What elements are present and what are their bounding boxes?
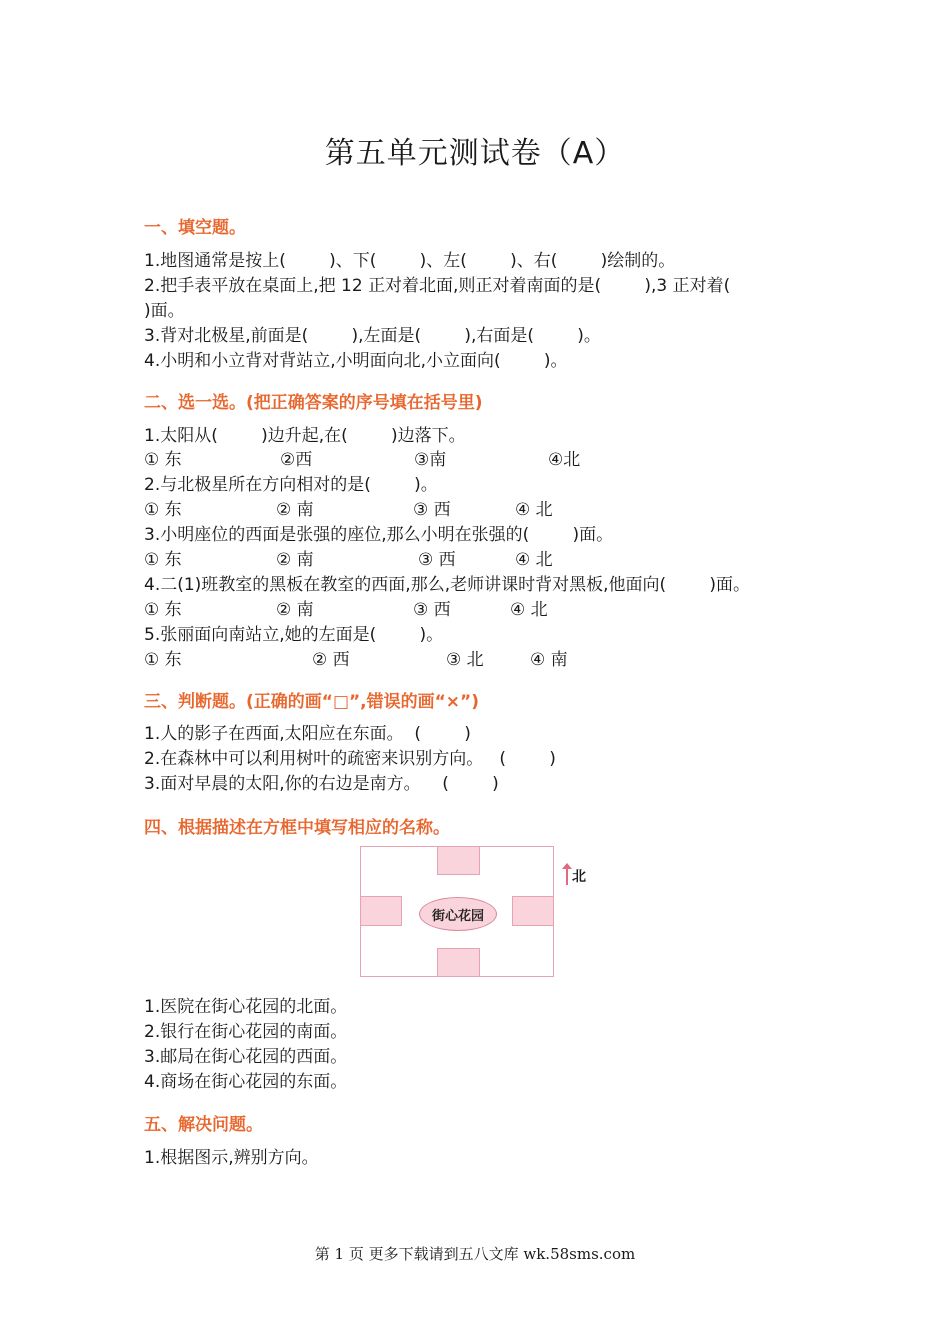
option: ③ 西 [418,550,456,570]
arrow-up-icon [566,867,568,885]
option: ④ 北 [515,550,553,570]
section-1-heading: 一、填空题。 [144,218,246,238]
south-box [437,948,480,977]
option: ④ 北 [515,500,553,520]
s4-item-4: 4.商场在街心花园的东面。 [144,1072,348,1092]
option: ① 东 [144,600,182,620]
page-title: 第五单元测试卷（A） [324,136,626,171]
s1-question-2a: 2.把手表平放在桌面上,把 12 正对着北面,则正对着南面的是( ),3 正对着( [144,276,731,296]
s1-question-4: 4.小明和小立背对背站立,小明面向北,小立面向( )。 [144,351,568,371]
option: ③ 北 [446,650,484,670]
garden-label: 街心花园 [419,897,497,931]
option: ① 东 [144,550,182,570]
option: ④北 [548,450,581,470]
s1-question-1: 1.地图通常是按上( )、下( )、左( )、右( )绘制的。 [144,251,676,271]
s2-q5-options [144,648,804,672]
option: ② 西 [312,650,350,670]
east-box [512,896,554,926]
section-5-heading: 五、解决问题。 [144,1115,263,1135]
section-3-heading: 三、判断题。(正确的画“□”,错误的画“×”) [144,692,479,712]
option: ④ 北 [510,600,548,620]
option: ②西 [280,450,313,470]
option: ④ 南 [530,650,568,670]
s4-item-1: 1.医院在街心花园的北面。 [144,997,348,1017]
s2-question-3: 3.小明座位的西面是张强的座位,那么小明在张强的( )面。 [144,525,614,545]
west-box [360,896,402,926]
s2-question-5: 5.张丽面向南站立,她的左面是( )。 [144,625,444,645]
option: ② 南 [276,500,314,520]
s2-q1-options [144,448,804,472]
s4-item-3: 3.邮局在街心花园的西面。 [144,1047,348,1067]
s5-question-1: 1.根据图示,辨别方向。 [144,1148,319,1168]
option: ① 东 [144,500,182,520]
option: ② 南 [276,550,314,570]
s2-question-1: 1.太阳从( )边升起,在( )边落下。 [144,426,466,446]
s3-question-1: 1.人的影子在西面,太阳应在东面。 ( ) [144,724,471,744]
option: ③ 西 [413,600,451,620]
s2-question-4: 4.二(1)班教室的黑板在教室的西面,那么,老师讲课时背对黑板,他面向( )面。 [144,575,751,595]
option: ③ 西 [413,500,451,520]
s1-question-2b: )面。 [144,301,185,321]
s2-question-2: 2.与北极星所在方向相对的是( )。 [144,475,438,495]
s4-item-2: 2.银行在街心花园的南面。 [144,1022,348,1042]
north-label: 北 [572,869,586,885]
s2-q2-options [144,498,804,522]
north-indicator [566,866,586,886]
s2-q3-options [144,548,804,572]
s2-q4-options [144,598,804,622]
s1-question-3: 3.背对北极星,前面是( ),左面是( ),右面是( )。 [144,326,601,346]
option: ① 东 [144,450,182,470]
s3-question-3: 3.面对早晨的太阳,你的右边是南方。 ( ) [144,774,499,794]
option: ③南 [414,450,447,470]
section-2-heading: 二、选一选。(把正确答案的序号填在括号里) [144,393,483,413]
section-4-heading: 四、根据描述在方框中填写相应的名称。 [144,818,450,838]
option: ② 南 [276,600,314,620]
page-footer: 第 1 页 更多下载请到五八文库 wk.58sms.com [314,1245,636,1263]
option: ① 东 [144,650,182,670]
street-map [360,846,554,977]
s3-question-2: 2.在森林中可以利用树叶的疏密来识别方向。 ( ) [144,749,556,769]
north-box [437,846,480,875]
